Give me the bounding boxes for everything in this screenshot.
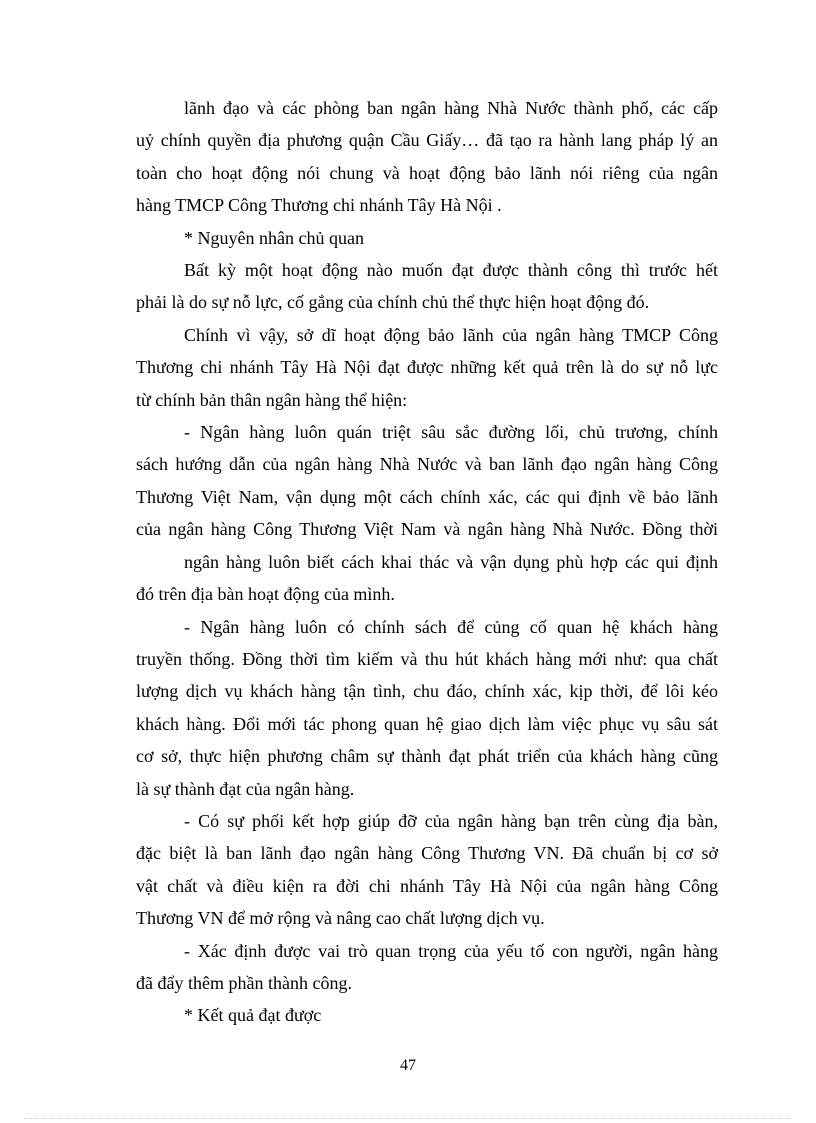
paragraph-p5	[136, 416, 718, 546]
text-line: cơ sở, thực hiện phương châm sự thành đạt phát triển của khách hàng cũng	[136, 746, 718, 767]
text-line: Thương Việt Nam, vận dụng một cách chính xác, các qui định về bảo lãnh	[136, 486, 718, 507]
text-line: ngân hàng luôn biết cách khai thác và vận dụng phù hợp các qui định	[184, 551, 718, 572]
text-line: đó trên địa bàn hoạt động của mình.	[136, 584, 395, 605]
text-line: truyền thống. Đồng thời tìm kiếm và thu hút khách hàng mới như: qua chất	[136, 648, 718, 669]
page-bottom-divider	[24, 1118, 792, 1119]
text-line: Bất kỳ một hoạt động nào muốn đạt được thành công thì trước hết	[184, 260, 718, 281]
text-line: lãnh đạo và các phòng ban ngân hàng Nhà Nước thành phố, các cấp	[184, 98, 718, 118]
text-line: sách hướng dẫn của ngân hàng Nhà Nước và ban lãnh đạo ngân hàng Công	[136, 454, 718, 475]
text-line: đã đẩy thêm phần thành công.	[136, 972, 352, 993]
text-line: lượng dịch vụ khách hàng tận tình, chu đáo, chính xác, kịp thời, để lôi kéo	[136, 681, 718, 702]
text-line: của ngân hàng Công Thương Việt Nam và ngân hàng Nhà Nước. Đồng thời	[136, 519, 718, 540]
text-line: - Xác định được vai trò quan trọng của yếu tố con người, ngân hàng	[184, 940, 718, 961]
page-body	[136, 92, 718, 1032]
text-line: vật chất và điều kiện ra đời chi nhánh Tây Hà Nội của ngân hàng Công	[136, 875, 718, 896]
text-line: là sự thành đạt của ngân hàng.	[136, 778, 355, 799]
paragraph-p7	[136, 611, 718, 805]
section-heading: * Nguyên nhân chủ quan	[184, 227, 364, 248]
text-line: đặc biệt là ban lãnh đạo ngân hàng Công Thương VN. Đã chuẩn bị cơ sở	[136, 843, 718, 864]
text-line: Thương chi nhánh Tây Hà Nội đạt được những kết quả trên là do sự nỗ lực	[136, 357, 718, 378]
paragraph-p9	[136, 935, 718, 1000]
paragraph-heading-results	[136, 999, 718, 1031]
text-line: khách hàng. Đổi mới tác phong quan hệ giao dịch làm việc phục vụ sâu sát	[136, 713, 718, 734]
text-line: - Có sự phối kết hợp giúp đỡ của ngân hàng bạn trên cùng địa bàn,	[184, 810, 718, 831]
text-line: - Ngân hàng luôn có chính sách để củng cố quan hệ khách hàng	[184, 616, 718, 637]
text-line: uỷ chính quyền địa phương quận Cầu Giấy… đã tạo ra hành lang pháp lý an	[136, 130, 718, 151]
text-line: Thương VN để mở rộng và nâng cao chất lượng dịch vụ.	[136, 908, 545, 929]
section-heading: * Kết quả đạt được	[184, 1005, 322, 1026]
text-line: phải là do sự nỗ lực, cố gắng của chính chủ thể thực hiện hoạt động đó.	[136, 292, 650, 313]
text-line: từ chính bản thân ngân hàng thể hiện:	[136, 389, 408, 410]
text-line: Chính vì vậy, sở dĩ hoạt động bảo lãnh của ngân hàng TMCP Công	[184, 324, 718, 345]
text-line: toàn cho hoạt động nói chung và hoạt động bảo lãnh nói riêng của ngân	[136, 162, 718, 183]
paragraph-heading-subjective-causes	[136, 222, 718, 254]
paragraph-p4	[136, 319, 718, 416]
paragraph-p8	[136, 805, 718, 935]
paragraph-p6	[136, 546, 718, 611]
text-line: - Ngân hàng luôn quán triệt sâu sắc đường lối, chủ trương, chính	[184, 422, 718, 443]
paragraph-p1	[136, 92, 718, 222]
text-line: hàng TMCP Công Thương chi nhánh Tây Hà Nội .	[136, 195, 502, 216]
page-number: 47	[400, 1057, 416, 1074]
paragraph-p3	[136, 254, 718, 319]
